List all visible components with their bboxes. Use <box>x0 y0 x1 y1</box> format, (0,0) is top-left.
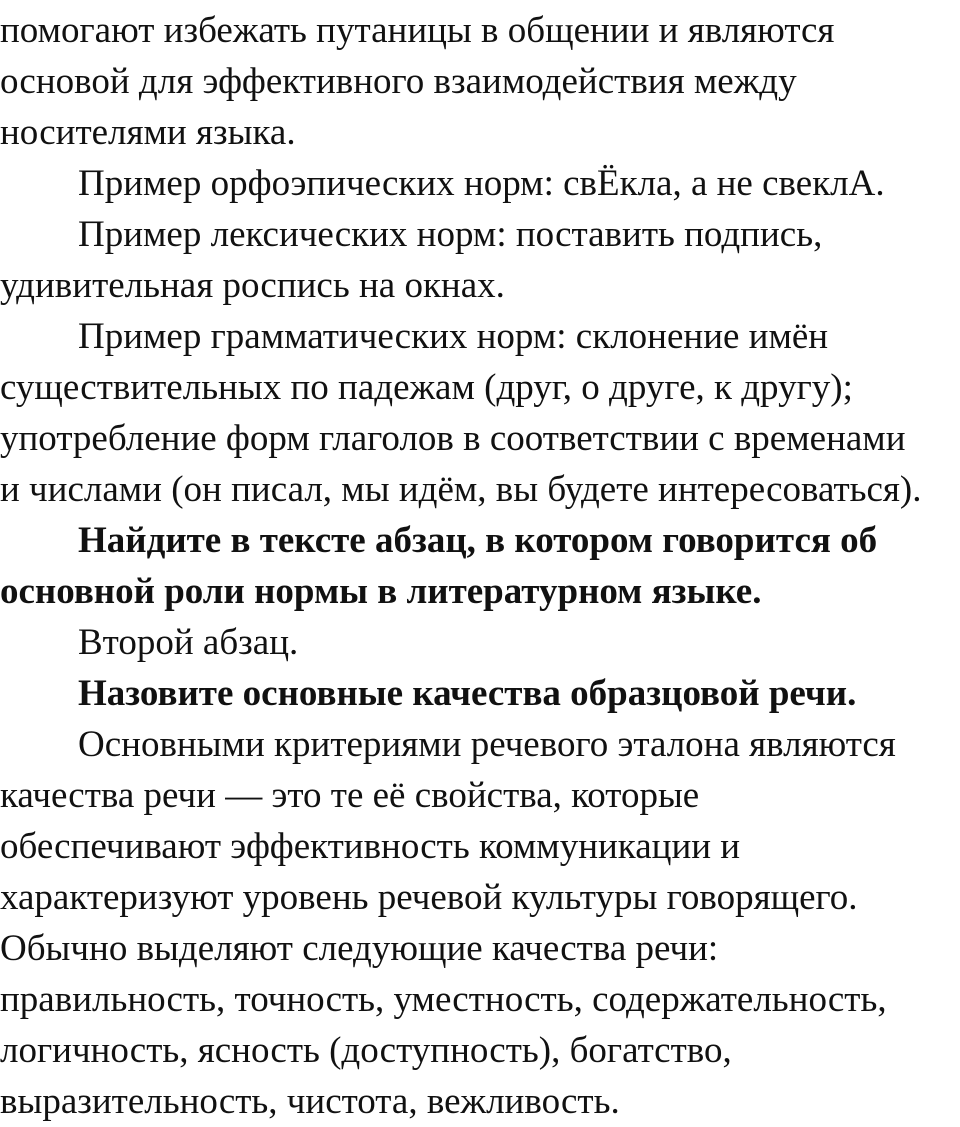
orthoepic-norm-example: Пример орфоэпических норм: свЁкла, а не свеклА. <box>78 163 885 204</box>
speech-qualities-answer-line-5: Обычно выделяют следующие качества речи: <box>0 928 719 969</box>
question-find-paragraph-line-2: основной роли нормы в литературном языке. <box>0 571 762 612</box>
lexical-norm-example-start: Пример лексических норм: поставить подпись, <box>78 214 823 255</box>
speech-qualities-answer-line-1: Основными критериями речевого эталона являются <box>78 724 896 765</box>
speech-qualities-answer-line-8: выразительность, чистота, вежливость. <box>0 1081 620 1122</box>
grammatical-norm-example-line-4: и числами (он писал, мы идём, вы будете интересоваться). <box>0 469 922 510</box>
answer-second-paragraph: Второй абзац. <box>78 622 299 663</box>
speech-qualities-answer-line-4: характеризуют уровень речевой культуры говорящего. <box>0 877 858 918</box>
question-speech-qualities: Назовите основные качества образцовой речи. <box>78 673 857 714</box>
text-line-03: носителями языка. <box>0 112 296 153</box>
speech-qualities-answer-line-6: правильность, точность, уместность, содержательность, <box>0 979 887 1020</box>
grammatical-norm-example-line-2: существительных по падежам (друг, о друге, к другу); <box>0 367 853 408</box>
text-line-01: помогают избежать путаницы в общении и являются <box>0 10 835 51</box>
lexical-norm-example-end: удивительная роспись на окнах. <box>0 265 505 306</box>
grammatical-norm-example-line-3: употребление форм глаголов в соответствии с временами <box>0 418 906 459</box>
grammatical-norm-example-line-1: Пример грамматических норм: склонение имён <box>78 316 829 357</box>
speech-qualities-answer-line-3: обеспечивают эффективность коммуникации и <box>0 826 741 867</box>
speech-qualities-answer-line-2: качества речи — это те её свойства, которые <box>0 775 700 816</box>
speech-qualities-answer-line-7: логичность, ясность (доступность), богатство, <box>0 1030 732 1071</box>
question-find-paragraph-line-1: Найдите в тексте абзац, в котором говорится об <box>78 520 878 561</box>
text-line-02: основой для эффективного взаимодействия между <box>0 61 797 102</box>
